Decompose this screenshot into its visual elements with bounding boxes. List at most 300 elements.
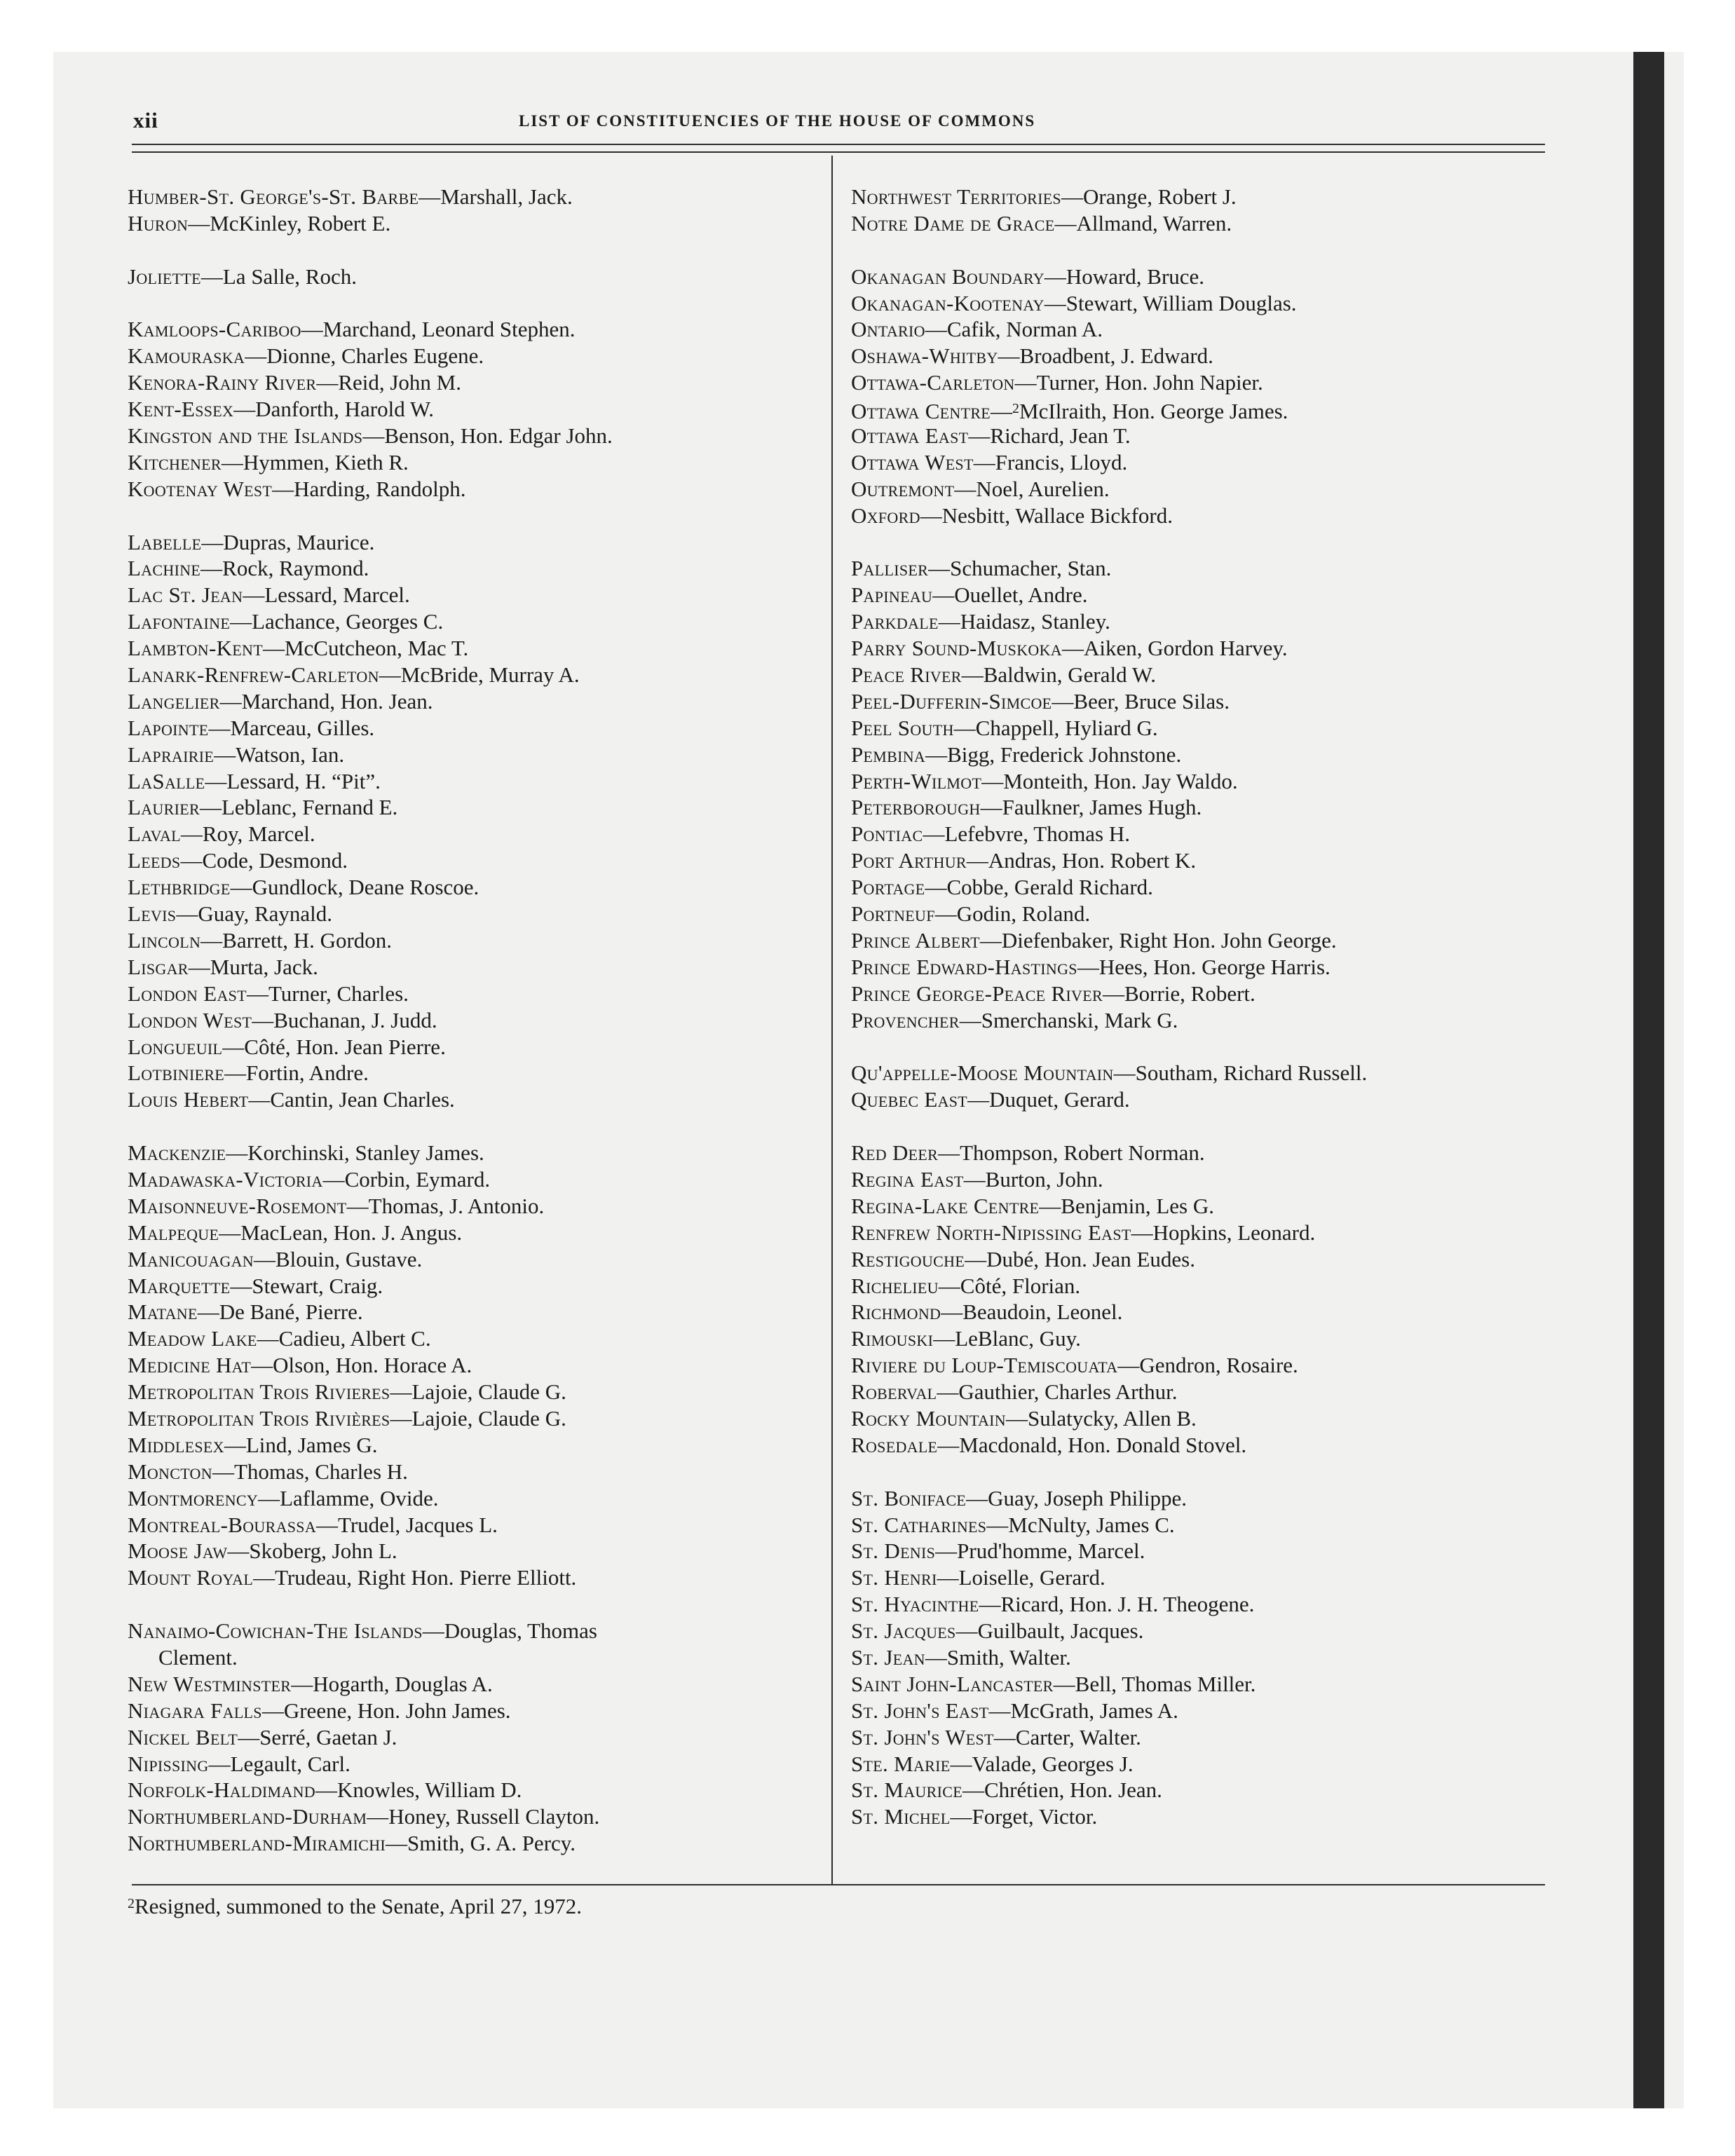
- constituency-entry: Nipissing—Legault, Carl.: [128, 1751, 351, 1776]
- member-name: Ouellet, Andre.: [954, 582, 1088, 608]
- constituency-name: Riviere du Loup-Temiscouata: [851, 1353, 1118, 1378]
- member-name: MacLean, Hon. J. Angus.: [240, 1220, 463, 1245]
- constituency-entry: Lafontaine—Lachance, Georges C.: [128, 609, 444, 634]
- member-name: Côté, Hon. Jean Pierre.: [244, 1034, 446, 1059]
- constituency-name: Kitchener: [128, 449, 222, 475]
- member-name: Gendron, Rosaire.: [1139, 1353, 1298, 1378]
- constituency-entry: Middlesex—Lind, James G.: [128, 1432, 378, 1457]
- member-name: Allmand, Warren.: [1076, 210, 1232, 236]
- constituency-name: Moncton: [128, 1459, 212, 1484]
- constituency-name: Kent-Essex: [128, 397, 234, 422]
- section-gap: [851, 529, 1580, 556]
- constituency-name: Kootenay West: [128, 476, 273, 501]
- member-name: Lefebvre, Thomas H.: [944, 821, 1131, 847]
- constituency-name: Nickel Belt: [128, 1724, 238, 1749]
- constituency-name: Nanaimo-Cowichan-The Islands: [128, 1618, 423, 1644]
- constituency-name: Lanark-Renfrew-Carleton: [128, 662, 379, 688]
- member-name: Danforth, Harold W.: [255, 397, 435, 422]
- constituency-name: Longueuil: [128, 1034, 223, 1059]
- member-name: Lessard, Marcel.: [264, 582, 410, 608]
- member-name: Baldwin, Gerald W.: [983, 662, 1156, 688]
- constituency-name: Parry Sound-Muskoka: [851, 636, 1062, 661]
- constituency-entry: Regina-Lake Centre—Benjamin, Les G.: [851, 1193, 1214, 1218]
- constituency-entry: St. Michel—Forget, Victor.: [851, 1804, 1098, 1829]
- constituency-name: Lafontaine: [128, 609, 231, 634]
- section-gap: [128, 290, 857, 317]
- constituency-entry: Outremont—Noel, Aurelien.: [851, 476, 1110, 501]
- constituency-name: Peterborough: [851, 795, 981, 820]
- header-rule: [132, 144, 1545, 145]
- member-name: Fortin, Andre.: [246, 1060, 369, 1086]
- constituency-name: St. Denis: [851, 1538, 936, 1564]
- constituency-name: Laval: [128, 821, 181, 847]
- constituency-name: Marquette: [128, 1273, 231, 1298]
- constituency-entry: Rosedale—Macdonald, Hon. Donald Stovel.: [851, 1432, 1247, 1457]
- member-name: Guilbault, Jacques.: [977, 1618, 1144, 1644]
- member-name: McBride, Murray A.: [400, 662, 580, 688]
- constituency-name: Pontiac: [851, 821, 923, 847]
- constituency-name: Lisgar: [128, 954, 189, 979]
- constituency-name: Portneuf: [851, 901, 935, 927]
- constituency-name: Lotbiniere: [128, 1060, 225, 1086]
- constituency-name: Malpeque: [128, 1220, 219, 1245]
- constituency-entry: Palliser—Schumacher, Stan.: [851, 556, 1112, 581]
- constituency-name: Matane: [128, 1299, 198, 1325]
- constituency-entry: LaSalle—Lessard, H. “Pit”.: [128, 768, 381, 793]
- constituency-name: Ottawa-Carleton: [851, 370, 1015, 395]
- constituency-name: Roberval: [851, 1379, 937, 1405]
- constituency-name: Lachine: [128, 556, 201, 581]
- member-name: Turner, Charles.: [268, 981, 409, 1006]
- constituency-entry: Kenora-Rainy River—Reid, John M.: [128, 370, 461, 395]
- constituency-entry: Quebec East—Duquet, Gerard.: [851, 1087, 1130, 1112]
- constituency-entry: Malpeque—MacLean, Hon. J. Angus.: [128, 1220, 463, 1245]
- constituency-name: Ottawa Centre: [851, 399, 991, 424]
- member-name: Hopkins, Leonard.: [1152, 1220, 1316, 1245]
- constituency-entry: Lapointe—Marceau, Gilles.: [128, 715, 375, 740]
- constituency-entry: Regina East—Burton, John.: [851, 1166, 1103, 1192]
- constituency-name: St. Henri: [851, 1565, 937, 1590]
- constituency-name: Levis: [128, 901, 177, 927]
- constituency-entry: Medicine Hat—Olson, Hon. Horace A.: [128, 1353, 472, 1378]
- section-gap: [128, 503, 857, 529]
- right-column: [851, 184, 1580, 1830]
- constituency-name: Lapointe: [128, 715, 209, 740]
- constituency-entry: Ottawa East—Richard, Jean T.: [851, 423, 1131, 449]
- constituency-name: New Westminster: [128, 1671, 292, 1696]
- member-name: Dupras, Maurice.: [223, 529, 375, 554]
- member-name: Thomas, Charles H.: [233, 1459, 408, 1484]
- constituency-entry: Lotbiniere—Fortin, Andre.: [128, 1060, 369, 1086]
- member-name: Gauthier, Charles Arthur.: [958, 1379, 1178, 1405]
- member-name: Code, Desmond.: [202, 848, 348, 873]
- constituency-entry: Portneuf—Godin, Roland.: [851, 901, 1091, 927]
- constituency-entry: Roberval—Gauthier, Charles Arthur.: [851, 1379, 1178, 1405]
- constituency-entry: Oxford—Nesbitt, Wallace Bickford.: [851, 503, 1173, 528]
- constituency-entry: Peel South—Chappell, Hyliard G.: [851, 715, 1158, 740]
- constituency-name: St. Jean: [851, 1644, 925, 1670]
- constituency-entry: Saint John-Lancaster—Bell, Thomas Miller.: [851, 1671, 1256, 1696]
- constituency-name: Huron: [128, 210, 189, 236]
- constituency-entry: Peterborough—Faulkner, James Hugh.: [851, 795, 1202, 820]
- member-name: Hymmen, Kieth R.: [243, 449, 409, 475]
- constituency-name: Montreal-Bourassa: [128, 1512, 317, 1537]
- constituency-entry: Lincoln—Barrett, H. Gordon.: [128, 927, 393, 953]
- constituency-name: Rimouski: [851, 1326, 934, 1351]
- member-name: Andras, Hon. Robert K.: [988, 848, 1197, 873]
- constituency-name: Quebec East: [851, 1087, 968, 1112]
- member-name: McGrath, James A.: [1010, 1698, 1178, 1723]
- member-name: Howard, Bruce.: [1066, 264, 1205, 289]
- member-name: Rock, Raymond.: [222, 556, 369, 581]
- constituency-name: Humber-St. George's-St. Barbe: [128, 184, 419, 209]
- constituency-entry: Leeds—Code, Desmond.: [128, 848, 348, 873]
- member-name: Chrétien, Hon. Jean.: [984, 1778, 1162, 1803]
- constituency-entry: Prince George-Peace River—Borrie, Robert.: [851, 981, 1256, 1006]
- member-name: McNulty, James C.: [1008, 1512, 1175, 1537]
- member-name: LeBlanc, Guy.: [955, 1326, 1081, 1351]
- member-name: Bell, Thomas Miller.: [1075, 1671, 1256, 1696]
- constituency-name: Ottawa East: [851, 423, 969, 449]
- constituency-name: Meadow Lake: [128, 1326, 257, 1351]
- member-name: Korchinski, Stanley James.: [247, 1140, 484, 1166]
- constituency-entry: Madawaska-Victoria—Corbin, Eymard.: [128, 1166, 491, 1192]
- header-rule: [132, 151, 1545, 153]
- constituency-name: Okanagan Boundary: [851, 264, 1045, 289]
- member-name: Schumacher, Stan.: [950, 556, 1112, 581]
- constituency-entry: Matane—De Bané, Pierre.: [128, 1299, 363, 1325]
- footnote-text: Resigned, summoned to the Senate, April 27, 1972.: [135, 1894, 583, 1918]
- member-name: McCutcheon, Mac T.: [284, 636, 469, 661]
- member-name: Lajoie, Claude G.: [411, 1379, 566, 1405]
- member-name: Turner, Hon. John Napier.: [1036, 370, 1263, 395]
- member-name: Chappell, Hyliard G.: [975, 715, 1158, 740]
- constituency-name: Restigouche: [851, 1246, 965, 1271]
- member-name: Honey, Russell Clayton.: [388, 1804, 600, 1829]
- constituency-entry: Ottawa West—Francis, Lloyd.: [851, 449, 1128, 475]
- constituency-name: Ottawa West: [851, 449, 974, 475]
- member-name: Leblanc, Fernand E.: [221, 795, 398, 820]
- member-name: Barrett, H. Gordon.: [222, 927, 393, 953]
- constituency-entry: St. Hyacinthe—Ricard, Hon. J. H. Theogene.: [851, 1592, 1255, 1617]
- constituency-entry: Renfrew North-Nipissing East—Hopkins, Leonard.: [851, 1220, 1316, 1245]
- member-name: Godin, Roland.: [956, 901, 1091, 927]
- constituency-name: St. Catharines: [851, 1512, 987, 1537]
- member-name: Stewart, Craig.: [252, 1273, 383, 1298]
- member-name: Monteith, Hon. Jay Waldo.: [1003, 768, 1238, 793]
- constituency-entry: Northumberland-Miramichi—Smith, G. A. Percy.: [128, 1831, 576, 1856]
- constituency-name: Lambton-Kent: [128, 636, 263, 661]
- constituency-name: Northumberland-Durham: [128, 1804, 367, 1829]
- member-name: Aiken, Gordon Harvey.: [1083, 636, 1288, 661]
- constituency-entry: Northumberland-Durham—Honey, Russell Clayton.: [128, 1804, 600, 1829]
- constituency-entry: Laurier—Leblanc, Fernand E.: [128, 795, 398, 820]
- constituency-entry: New Westminster—Hogarth, Douglas A.: [128, 1671, 493, 1696]
- scan-edge: [1633, 52, 1664, 2108]
- constituency-entry: Kamouraska—Dionne, Charles Eugene.: [128, 343, 484, 369]
- constituency-entry: Mount Royal—Trudeau, Right Hon. Pierre Elliott.: [128, 1565, 577, 1590]
- member-name: McKinley, Robert E.: [210, 210, 391, 236]
- member-name: Thomas, J. Antonio.: [368, 1193, 545, 1218]
- member-name: Trudel, Jacques L.: [338, 1512, 498, 1537]
- member-name: Bigg, Frederick Johnstone.: [947, 742, 1182, 767]
- constituency-entry: Niagara Falls—Greene, Hon. John James.: [128, 1698, 511, 1723]
- constituency-name: London East: [128, 981, 247, 1006]
- constituency-name: Lethbridge: [128, 875, 231, 900]
- constituency-entry: Moncton—Thomas, Charles H.: [128, 1459, 408, 1484]
- constituency-entry: Lethbridge—Gundlock, Deane Roscoe.: [128, 875, 479, 900]
- member-name: Valade, Georges J.: [972, 1751, 1134, 1776]
- constituency-name: St. Maurice: [851, 1778, 962, 1803]
- constituency-name: Saint John-Lancaster: [851, 1671, 1054, 1696]
- footnote-mark: 2: [128, 1896, 135, 1911]
- constituency-name: Okanagan-Kootenay: [851, 290, 1045, 315]
- constituency-entry: St. Jacques—Guilbault, Jacques.: [851, 1618, 1144, 1644]
- footnote: [128, 1894, 582, 1919]
- member-name: Cadieu, Albert C.: [278, 1326, 431, 1351]
- constituency-entry: Papineau—Ouellet, Andre.: [851, 582, 1088, 608]
- constituency-entry: St. John's West—Carter, Walter.: [851, 1724, 1141, 1749]
- constituency-entry: Red Deer—Thompson, Robert Norman.: [851, 1140, 1205, 1166]
- member-name: Murta, Jack.: [210, 954, 318, 979]
- constituency-name: Laurier: [128, 795, 200, 820]
- footnote-rule: [132, 1884, 1545, 1885]
- member-name: Benjamin, Les G.: [1061, 1193, 1214, 1218]
- constituency-entry: London West—Buchanan, J. Judd.: [128, 1007, 437, 1032]
- constituency-name: Peel-Dufferin-Simcoe: [851, 688, 1052, 714]
- member-name: Guay, Joseph Philippe.: [988, 1485, 1188, 1510]
- constituency-entry: Richmond—Beaudoin, Leonel.: [851, 1299, 1123, 1325]
- page-number: xii: [133, 108, 158, 132]
- constituency-entry: Kitchener—Hymmen, Kieth R.: [128, 449, 409, 475]
- member-name: Knowles, William D.: [336, 1778, 522, 1803]
- constituency-entry: St. Maurice—Chrétien, Hon. Jean.: [851, 1778, 1162, 1803]
- constituency-entry: Lanark-Renfrew-Carleton—McBride, Murray A.: [128, 662, 580, 688]
- member-name: Cobbe, Gerald Richard.: [946, 875, 1153, 900]
- constituency-name: Lac St. Jean: [128, 582, 243, 608]
- constituency-name: London West: [128, 1007, 252, 1032]
- constituency-entry: Longueuil—Côté, Hon. Jean Pierre.: [128, 1034, 446, 1059]
- entry-continuation: Clement.: [158, 1644, 238, 1670]
- constituency-name: Metropolitan Trois Rivieres: [128, 1379, 390, 1405]
- member-name: Blouin, Gustave.: [275, 1246, 423, 1271]
- constituency-entry: Metropolitan Trois Rivières—Lajoie, Claude G.: [128, 1405, 566, 1431]
- constituency-name: Kamloops-Cariboo: [128, 317, 301, 342]
- member-name: Skoberg, John L.: [249, 1538, 397, 1564]
- constituency-entry: Riviere du Loup-Temiscouata—Gendron, Rosaire.: [851, 1353, 1298, 1378]
- constituency-name: Nipissing: [128, 1751, 209, 1776]
- member-name: Broadbent, J. Edward.: [1019, 343, 1213, 369]
- constituency-name: Middlesex: [128, 1432, 224, 1457]
- constituency-entry: Oshawa-Whitby—Broadbent, J. Edward.: [851, 343, 1213, 369]
- constituency-entry: Peace River—Baldwin, Gerald W.: [851, 662, 1156, 688]
- member-name: Beaudoin, Leonel.: [962, 1299, 1123, 1325]
- member-name: Cantin, Jean Charles.: [270, 1087, 455, 1112]
- constituency-name: Qu'appelle-Moose Mountain: [851, 1060, 1114, 1086]
- member-name: Marchand, Hon. Jean.: [241, 688, 433, 714]
- constituency-name: St. John's East: [851, 1698, 989, 1723]
- running-head: LIST OF CONSTITUENCIES OF THE HOUSE OF COMMONS: [519, 112, 1036, 130]
- constituency-name: Port Arthur: [851, 848, 967, 873]
- constituency-entry: Nickel Belt—Serré, Gaetan J.: [128, 1724, 397, 1749]
- member-name: Lachance, Georges C.: [252, 609, 444, 634]
- member-name: Legault, Carl.: [230, 1751, 351, 1776]
- member-name: Roy, Marcel.: [202, 821, 315, 847]
- constituency-name: Rocky Mountain: [851, 1405, 1006, 1431]
- constituency-entry: Maisonneuve-Rosemont—Thomas, J. Antonio.: [128, 1193, 545, 1218]
- member-name: Laflamme, Ovide.: [280, 1485, 439, 1510]
- constituency-name: Renfrew North-Nipissing East: [851, 1220, 1131, 1245]
- constituency-name: Perth-Wilmot: [851, 768, 982, 793]
- constituency-entry: Peel-Dufferin-Simcoe—Beer, Bruce Silas.: [851, 688, 1230, 714]
- constituency-name: Peace River: [851, 662, 962, 688]
- member-name: Noel, Aurelien.: [976, 476, 1110, 501]
- constituency-name: St. Boniface: [851, 1485, 967, 1510]
- constituency-name: Outremont: [851, 476, 955, 501]
- constituency-entry: St. John's East—McGrath, James A.: [851, 1698, 1178, 1723]
- constituency-name: St. Hyacinthe: [851, 1592, 979, 1617]
- constituency-entry: Ste. Marie—Valade, Georges J.: [851, 1751, 1134, 1776]
- constituency-name: Prince George-Peace River: [851, 981, 1103, 1006]
- constituency-entry: Laval—Roy, Marcel.: [128, 821, 315, 847]
- constituency-name: Medicine Hat: [128, 1353, 252, 1378]
- member-name: Lind, James G.: [245, 1432, 378, 1457]
- constituency-name: Kingston and the Islands: [128, 423, 363, 449]
- constituency-entry: Nanaimo-Cowichan-The Islands—Douglas, Thomas: [128, 1618, 597, 1644]
- constituency-name: Prince Albert: [851, 927, 980, 953]
- member-name: McIlraith, Hon. George James.: [1019, 399, 1288, 424]
- member-name: Greene, Hon. John James.: [283, 1698, 511, 1723]
- member-name: Trudeau, Right Hon. Pierre Elliott.: [275, 1565, 577, 1590]
- constituency-entry: Rimouski—LeBlanc, Guy.: [851, 1326, 1081, 1351]
- member-name: Hogarth, Douglas A.: [313, 1671, 493, 1696]
- constituency-entry: Langelier—Marchand, Hon. Jean.: [128, 688, 433, 714]
- constituency-name: Mount Royal: [128, 1565, 254, 1590]
- member-name: Gundlock, Deane Roscoe.: [252, 875, 479, 900]
- section-gap: [128, 237, 857, 264]
- member-name: Beer, Bruce Silas.: [1073, 688, 1230, 714]
- constituency-name: Metropolitan Trois Rivières: [128, 1405, 390, 1431]
- constituency-name: St. John's West: [851, 1724, 994, 1749]
- footnote-reference: 2: [1012, 401, 1020, 417]
- member-name: Douglas, Thomas: [444, 1618, 597, 1644]
- section-gap: [851, 1034, 1580, 1060]
- constituency-name: Norfolk-Haldimand: [128, 1778, 315, 1803]
- column-divider: [831, 156, 833, 1885]
- member-name: Harding, Randolph.: [294, 476, 466, 501]
- member-name: Guay, Raynald.: [198, 901, 333, 927]
- constituency-name: Palliser: [851, 556, 929, 581]
- member-name: Diefenbaker, Right Hon. John George.: [1001, 927, 1337, 953]
- constituency-name: Maisonneuve-Rosemont: [128, 1193, 347, 1218]
- constituency-name: Montmorency: [128, 1485, 259, 1510]
- constituency-name: St. Jacques: [851, 1618, 956, 1644]
- constituency-name: Northwest Territories: [851, 184, 1061, 209]
- constituency-name: Oshawa-Whitby: [851, 343, 998, 369]
- constituency-entry: Provencher—Smerchanski, Mark G.: [851, 1007, 1178, 1032]
- constituency-name: Papineau: [851, 582, 933, 608]
- constituency-entry: Lambton-Kent—McCutcheon, Mac T.: [128, 636, 469, 661]
- constituency-name: Red Deer: [851, 1140, 939, 1166]
- constituency-name: Parkdale: [851, 609, 939, 634]
- member-name: Thompson, Robert Norman.: [960, 1140, 1205, 1166]
- constituency-entry: Parkdale—Haidasz, Stanley.: [851, 609, 1110, 634]
- member-name: Richard, Jean T.: [990, 423, 1131, 449]
- member-name: Forget, Victor.: [972, 1804, 1098, 1829]
- member-name: Benson, Hon. Edgar John.: [384, 423, 613, 449]
- constituency-name: Ste. Marie: [851, 1751, 951, 1776]
- constituency-entry: Perth-Wilmot—Monteith, Hon. Jay Waldo.: [851, 768, 1238, 793]
- member-name: Sulatycky, Allen B.: [1027, 1405, 1197, 1431]
- constituency-entry: Richelieu—Côté, Florian.: [851, 1273, 1081, 1298]
- constituency-entry: Kingston and the Islands—Benson, Hon. Edgar John.: [128, 423, 613, 449]
- section-gap: [128, 1113, 857, 1140]
- member-name: Reid, John M.: [338, 370, 461, 395]
- constituency-entry: Lisgar—Murta, Jack.: [128, 954, 318, 979]
- member-name: Marceau, Gilles.: [230, 715, 375, 740]
- section-gap: [128, 1591, 857, 1618]
- constituency-name: Madawaska-Victoria: [128, 1166, 323, 1192]
- constituency-entry: Pontiac—Lefebvre, Thomas H.: [851, 821, 1131, 847]
- member-name: La Salle, Roch.: [222, 264, 357, 289]
- constituency-name: Kenora-Rainy River: [128, 370, 317, 395]
- constituency-entry: Moose Jaw—Skoberg, John L.: [128, 1538, 397, 1564]
- constituency-name: Notre Dame de Grace: [851, 210, 1055, 236]
- member-name: Macdonald, Hon. Donald Stovel.: [959, 1432, 1247, 1457]
- constituency-entry: Montmorency—Laflamme, Ovide.: [128, 1485, 439, 1510]
- constituency-name: Northumberland-Miramichi: [128, 1831, 386, 1856]
- member-name: Prud'homme, Marcel.: [957, 1538, 1145, 1564]
- constituency-entry: Prince Edward-Hastings—Hees, Hon. George Harris.: [851, 954, 1331, 979]
- constituency-entry: Notre Dame de Grace—Allmand, Warren.: [851, 210, 1232, 236]
- constituency-entry: Ontario—Cafik, Norman A.: [851, 317, 1103, 342]
- constituency-entry: Joliette—La Salle, Roch.: [128, 264, 357, 289]
- member-name: Orange, Robert J.: [1082, 184, 1237, 209]
- member-name: Carter, Walter.: [1015, 1724, 1141, 1749]
- member-name: Smerchanski, Mark G.: [981, 1007, 1178, 1032]
- member-name: Duquet, Gerard.: [989, 1087, 1130, 1112]
- constituency-entry: Kent-Essex—Danforth, Harold W.: [128, 397, 435, 422]
- constituency-name: Joliette: [128, 264, 201, 289]
- section-gap: [851, 1459, 1580, 1485]
- member-name: Watson, Ian.: [236, 742, 345, 767]
- constituency-name: Manicouagan: [128, 1246, 254, 1271]
- constituency-entry: Montreal-Bourassa—Trudel, Jacques L.: [128, 1512, 498, 1537]
- constituency-name: Langelier: [128, 688, 220, 714]
- member-name: Stewart, William Douglas.: [1066, 290, 1297, 315]
- member-name: Haidasz, Stanley.: [960, 609, 1110, 634]
- member-name: Hees, Hon. George Harris.: [1098, 954, 1331, 979]
- constituency-entry: Humber-St. George's-St. Barbe—Marshall, Jack.: [128, 184, 573, 209]
- constituency-entry: Northwest Territories—Orange, Robert J.: [851, 184, 1237, 209]
- constituency-name: Leeds: [128, 848, 181, 873]
- constituency-entry: St. Jean—Smith, Walter.: [851, 1644, 1071, 1670]
- constituency-entry: Huron—McKinley, Robert E.: [128, 210, 391, 236]
- constituency-name: Mackenzie: [128, 1140, 226, 1166]
- constituency-entry: Labelle—Dupras, Maurice.: [128, 529, 375, 554]
- member-name: Nesbitt, Wallace Bickford.: [941, 503, 1173, 528]
- constituency-name: Richmond: [851, 1299, 941, 1325]
- member-name: Corbin, Eymard.: [344, 1166, 491, 1192]
- constituency-name: Moose Jaw: [128, 1538, 228, 1564]
- constituency-entry: Laprairie—Watson, Ian.: [128, 742, 345, 767]
- constituency-entry: Prince Albert—Diefenbaker, Right Hon. John George.: [851, 927, 1337, 953]
- member-name: Marshall, Jack.: [440, 184, 573, 209]
- constituency-entry: St. Boniface—Guay, Joseph Philippe.: [851, 1485, 1188, 1510]
- member-name: Smith, G. A. Percy.: [407, 1831, 576, 1856]
- constituency-entry: Qu'appelle-Moose Mountain—Southam, Richard Russell.: [851, 1060, 1368, 1086]
- member-name: Dionne, Charles Eugene.: [266, 343, 484, 369]
